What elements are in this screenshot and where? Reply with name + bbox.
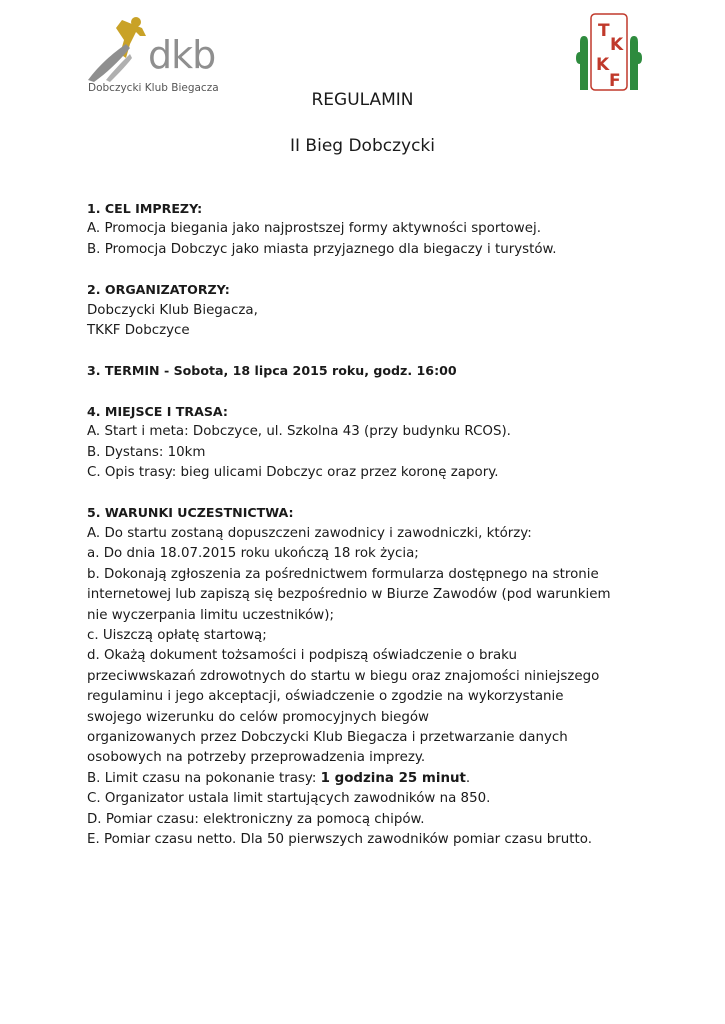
time-limit-suffix: .	[465, 770, 471, 786]
section-line: c. Uiszczą opłatę startową;	[87, 627, 267, 643]
tkkf-letter: T	[598, 21, 610, 41]
section-line: C. Organizator ustala limit startujących zawodników na 850.	[87, 791, 491, 807]
section-heading: 1. CEL IMPREZY:	[87, 201, 203, 216]
tkkf-letter: F	[609, 71, 621, 91]
section-line: organizowanych przez Dobczycki Klub Biegacza i przetwarzanie danych	[87, 729, 568, 745]
document-subtitle: II Bieg Dobczycki	[290, 136, 435, 156]
tkkf-emblem-icon	[574, 12, 644, 92]
section-line: C. Opis trasy: bieg ulicami Dobczyc oraz przez koronę zapory.	[87, 465, 499, 481]
document-title: REGULAMIN	[311, 90, 414, 110]
tkkf-logo	[574, 12, 644, 92]
section-heading: 5. WARUNKI UCZESTNICTWA:	[87, 505, 294, 521]
time-limit-prefix: B. Limit czasu na pokonanie trasy:	[87, 770, 321, 786]
dkb-logo-subtitle: Dobczycki Klub Biegacza	[88, 82, 219, 94]
tkkf-letter: K	[610, 35, 624, 55]
section-heading: 4. MIEJSCE I TRASA:	[87, 403, 228, 419]
runner-icon	[86, 14, 156, 84]
section-line: A. Promocja biegania jako najprostszej formy aktywności sportowej.	[87, 221, 541, 237]
section-line: B. Dystans: 10km	[87, 444, 206, 460]
section-line: Dobczycki Klub Biegacza,	[87, 302, 258, 318]
section-line: osobowych na potrzeby przeprowadzenia imprezy.	[87, 750, 426, 766]
section-line: A. Do startu zostaną dopuszczeni zawodnicy i zawodniczki, którzy:	[87, 525, 532, 541]
dkb-logo-text: dkb	[148, 33, 216, 77]
section-line: regulaminu i jego akceptacji, oświadczenie o zgodzie na wykorzystanie	[87, 689, 564, 705]
dkb-logo	[86, 14, 226, 98]
section-line: TKKF Dobczyce	[87, 323, 190, 339]
section-line: D. Pomiar czasu: elektroniczny za pomocą chipów.	[87, 811, 425, 827]
section-line: nie wyczerpania limitu uczestników);	[87, 607, 334, 623]
document-body	[87, 199, 647, 850]
tkkf-letter: K	[596, 55, 610, 75]
section-line: A. Start i meta: Dobczyce, ul. Szkolna 43 (przy budynku RCOS).	[87, 424, 511, 440]
section-line: swojego wizerunku do celów promocyjnych biegów	[87, 709, 429, 725]
section-line: E. Pomiar czasu netto. Dla 50 pierwszych zawodników pomiar czasu brutto.	[87, 831, 592, 847]
time-limit-value: 1 godzina 25 minut	[320, 770, 466, 786]
time-limit-line	[87, 769, 647, 789]
section-line: przeciwwskazań zdrowotnych do startu w biegu oraz znajomości niniejszego	[87, 668, 600, 684]
section-line: d. Okażą dokument tożsamości i podpiszą oświadczenie o braku	[87, 648, 517, 664]
section-line: a. Do dnia 18.07.2015 roku ukończą 18 rok życia;	[87, 546, 419, 562]
section-heading: 3. TERMIN - Sobota, 18 lipca 2015 roku, godz. 16:00	[87, 363, 457, 379]
section-line: B. Promocja Dobczyc jako miasta przyjaznego dla biegaczy i turystów.	[87, 241, 557, 257]
section-heading: 2. ORGANIZATORZY:	[87, 282, 230, 298]
section-line: b. Dokonają zgłoszenia za pośrednictwem formularza dostępnego na stronie	[87, 566, 599, 582]
section-line: internetowej lub zapiszą się bezpośrednio w Biurze Zawodów (pod warunkiem	[87, 587, 611, 603]
